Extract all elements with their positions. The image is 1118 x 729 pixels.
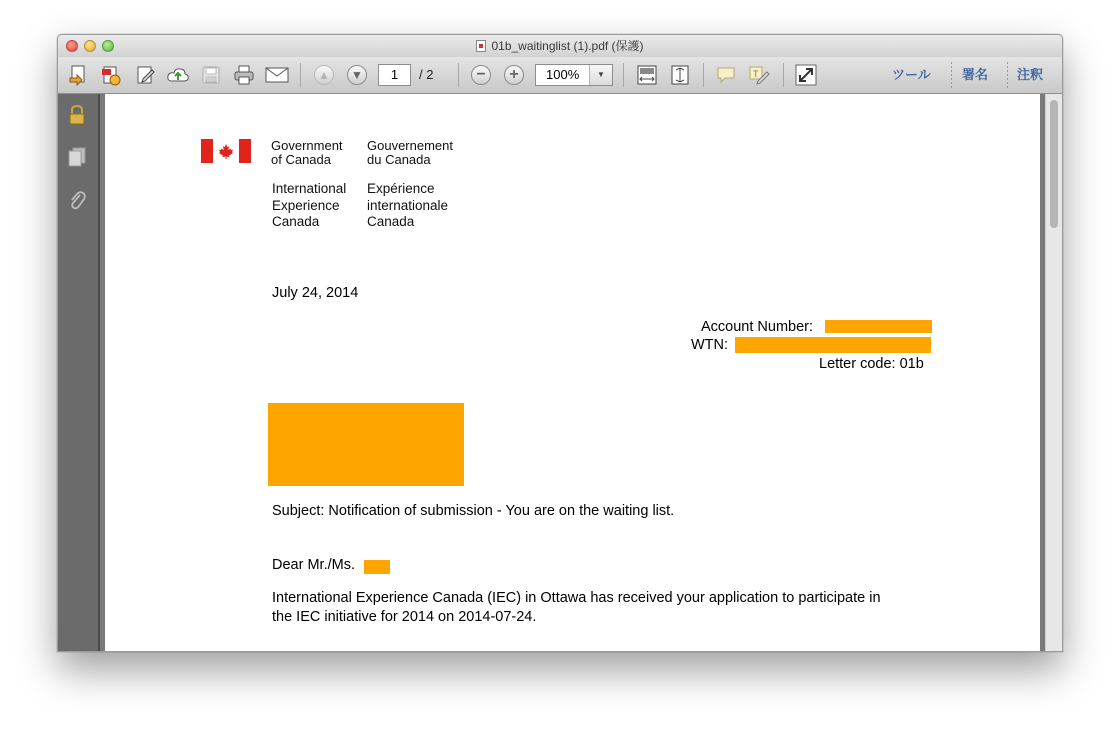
iec-fr-line1: Expérience	[367, 181, 435, 196]
save-icon[interactable]	[199, 63, 223, 87]
fit-width-icon[interactable]	[635, 63, 659, 87]
gov-fr-line2: du Canada	[367, 152, 431, 167]
gov-fr-line1: Gouvernement	[367, 138, 453, 153]
letter-salutation: Dear Mr./Ms.	[272, 557, 355, 573]
vertical-scrollbar[interactable]	[1045, 94, 1063, 652]
iec-en-line2: Experience	[272, 197, 340, 213]
upload-cloud-icon[interactable]	[166, 63, 190, 87]
zoom-out-icon[interactable]: −	[469, 63, 493, 87]
toolbar-separator	[951, 62, 952, 88]
pdf-page	[105, 94, 1040, 652]
iec-en-line1: International	[272, 181, 347, 196]
next-page-icon[interactable]: ▼	[345, 63, 369, 87]
page-number-input[interactable]: 1	[378, 64, 411, 86]
page-total-label: / 2	[419, 67, 434, 82]
attachment-icon[interactable]	[66, 190, 88, 212]
letter-date: July 24, 2014	[272, 285, 359, 301]
name-redaction	[364, 560, 390, 574]
toolbar-separator	[783, 63, 784, 87]
fit-page-icon[interactable]	[668, 63, 692, 87]
gov-en-line2: of Canada	[271, 152, 331, 167]
window-controls	[66, 40, 114, 52]
iec-en-line3: Canada	[272, 214, 320, 229]
government-en	[271, 139, 343, 167]
zoom-select[interactable]	[535, 64, 613, 86]
zoom-in-icon[interactable]: +	[502, 63, 526, 87]
gov-en-line1: Government	[271, 138, 343, 153]
prev-page-icon[interactable]: ▲	[312, 63, 336, 87]
iec-fr-line3: Canada	[367, 214, 415, 229]
wtn-label: WTN:	[691, 337, 729, 353]
print-icon[interactable]	[232, 63, 256, 87]
fullscreen-icon[interactable]	[794, 63, 818, 87]
iec-en	[272, 181, 346, 231]
sign-tab[interactable]: 署名	[962, 67, 989, 82]
canada-flag-icon	[201, 139, 251, 163]
pdf-document-icon	[476, 40, 486, 52]
tools-tab[interactable]: ツール	[892, 67, 931, 82]
chevron-down-icon[interactable]: ▼	[589, 65, 612, 85]
toolbar-separator	[623, 63, 624, 87]
title-bar	[58, 35, 1062, 57]
toolbar-separator	[300, 63, 301, 87]
svg-text:T: T	[753, 69, 759, 79]
highlight-icon[interactable]	[747, 63, 771, 87]
letter-subject: Subject: Notification of submission - You are on the waiting list.	[272, 503, 675, 519]
wtn-redaction	[735, 337, 931, 353]
pdf-viewer-window	[57, 34, 1063, 652]
pages-icon[interactable]	[66, 146, 88, 168]
comment-icon[interactable]	[714, 63, 738, 87]
document-viewer	[100, 94, 1045, 652]
navigation-sidebar	[58, 94, 100, 652]
edit-pdf-icon[interactable]	[134, 63, 158, 87]
iec-fr	[367, 181, 448, 231]
email-icon[interactable]	[265, 63, 289, 87]
letter-code: Letter code: 01b	[819, 356, 924, 372]
address-redaction	[268, 403, 464, 486]
toolbar	[58, 57, 1062, 94]
iec-fr-line2: internationale	[367, 197, 449, 213]
account-number-redaction	[825, 320, 932, 333]
zoom-value: 100%	[546, 67, 580, 82]
paragraph-1-line-1: International Experience Canada (IEC) in Ottawa has received your application to participate in	[272, 590, 881, 606]
close-window-button[interactable]	[66, 40, 78, 52]
toolbar-separator	[458, 63, 459, 87]
export-pdf-icon[interactable]	[99, 63, 123, 87]
create-pdf-icon[interactable]	[66, 63, 90, 87]
comment-tab[interactable]: 注釈	[1017, 67, 1044, 82]
paragraph-1-line-2: the IEC initiative for 2014 on 2014-07-24.	[272, 609, 537, 625]
toolbar-separator	[1007, 62, 1008, 88]
scrollbar-thumb[interactable]	[1050, 100, 1058, 228]
lock-icon[interactable]	[66, 104, 88, 126]
government-fr	[367, 139, 453, 167]
minimize-window-button[interactable]	[84, 40, 96, 52]
window-title: 01b_waitinglist (1).pdf (保護)	[491, 39, 644, 53]
account-number-label: Account Number:	[701, 319, 814, 335]
zoom-window-button[interactable]	[102, 40, 114, 52]
toolbar-separator	[703, 63, 704, 87]
